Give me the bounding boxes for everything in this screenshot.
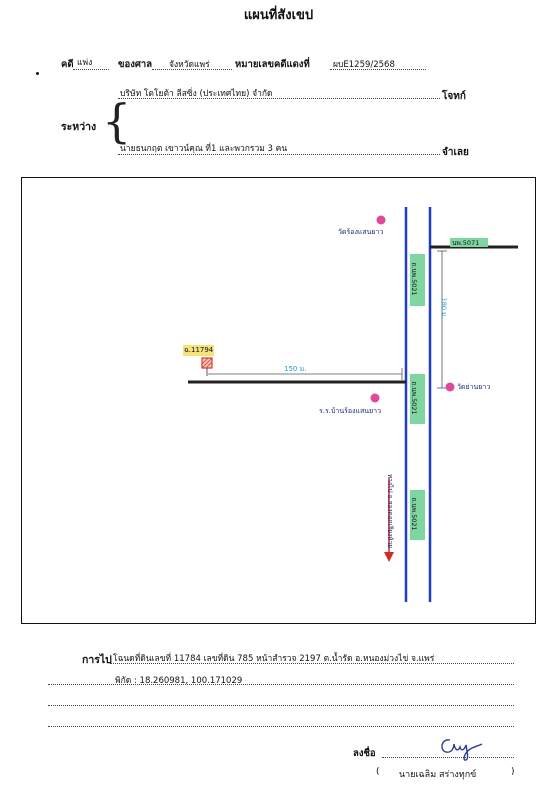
case-number-dots bbox=[330, 69, 426, 70]
school-marker bbox=[371, 394, 380, 403]
court-name: จังหวัดแพร่ bbox=[169, 60, 210, 70]
plaintiff-dots bbox=[118, 98, 440, 99]
route-text: โฉนดที่ดินเลขที่ 11784 เลขที่ดิน 785 หน้าสำรวจ 2197 ต.น้ำรัด อ.หนองม่วงไข่ จ.แพร่ bbox=[113, 654, 435, 664]
map-frame bbox=[21, 177, 536, 624]
plaintiff-role: โจทก์ bbox=[442, 91, 466, 102]
direction-label: ทางไป อ.สองดอกเรียงห้วย bbox=[386, 473, 394, 549]
route-coords: พิกัด : 18.260981, 100.171029 bbox=[115, 676, 243, 686]
road-label-top: ถ.นพ.5021 bbox=[410, 262, 418, 296]
case-label: คดี bbox=[61, 59, 74, 70]
defendant-dots bbox=[118, 154, 440, 155]
case-type-dots bbox=[73, 69, 109, 70]
distance-horizontal: 150 ม. bbox=[284, 365, 307, 373]
temple-marker bbox=[377, 216, 386, 225]
route-label: การไป bbox=[82, 654, 112, 666]
distance-vertical: 180 ม. bbox=[440, 297, 448, 319]
brace-icon: { bbox=[102, 94, 132, 148]
route-dots-4 bbox=[48, 726, 514, 727]
road-label-bottom: ถ.นพ.5021 bbox=[410, 497, 418, 531]
case-type: แพ่ง bbox=[77, 58, 93, 68]
parcel-label: ฉ.11794 bbox=[184, 346, 214, 354]
road-label-mid: ถ.นพ.5021 bbox=[410, 381, 418, 415]
between-label: ระหว่าง bbox=[61, 121, 97, 133]
case-number-label: หมายเลขคดีแดงที่ bbox=[235, 59, 310, 70]
route-dots-2 bbox=[48, 684, 514, 685]
page-title: แผนที่สังเขป bbox=[243, 8, 314, 23]
east-temple-label: วัดย่านยาว bbox=[457, 383, 491, 391]
case-number-value: ผบE1259/2568 bbox=[333, 60, 395, 70]
signature-name: นายเฉลิม สร่างทุกข์ bbox=[399, 770, 477, 780]
temple-label: วัดร้องแสนยาว bbox=[338, 228, 384, 236]
court-label: ของศาล bbox=[118, 59, 153, 70]
signature-mark bbox=[436, 732, 496, 762]
court-name-dots bbox=[152, 69, 232, 70]
defendant-role: จำเลย bbox=[442, 147, 469, 158]
east-road-label: นพ.5071 bbox=[452, 239, 480, 247]
school-label: ร.ร.บ้านร้องแสนยาว bbox=[319, 407, 382, 415]
signature-label: ลงชื่อ bbox=[353, 748, 376, 759]
signature-open: ( bbox=[376, 767, 380, 777]
east-temple-marker bbox=[446, 383, 455, 392]
signature-close: ) bbox=[511, 767, 515, 777]
margin-mark bbox=[36, 72, 39, 75]
route-dots-3 bbox=[48, 705, 514, 706]
defendant-name: นายธนกฤต เขาวน์คุณ ที่1 และพวกรวม 3 คน bbox=[120, 144, 288, 154]
plaintiff-name: บริษัท โตโยต้า ลีสซิ่ง (ประเทศไทย) จำกัด bbox=[120, 89, 273, 99]
route-dots-1 bbox=[110, 663, 514, 664]
